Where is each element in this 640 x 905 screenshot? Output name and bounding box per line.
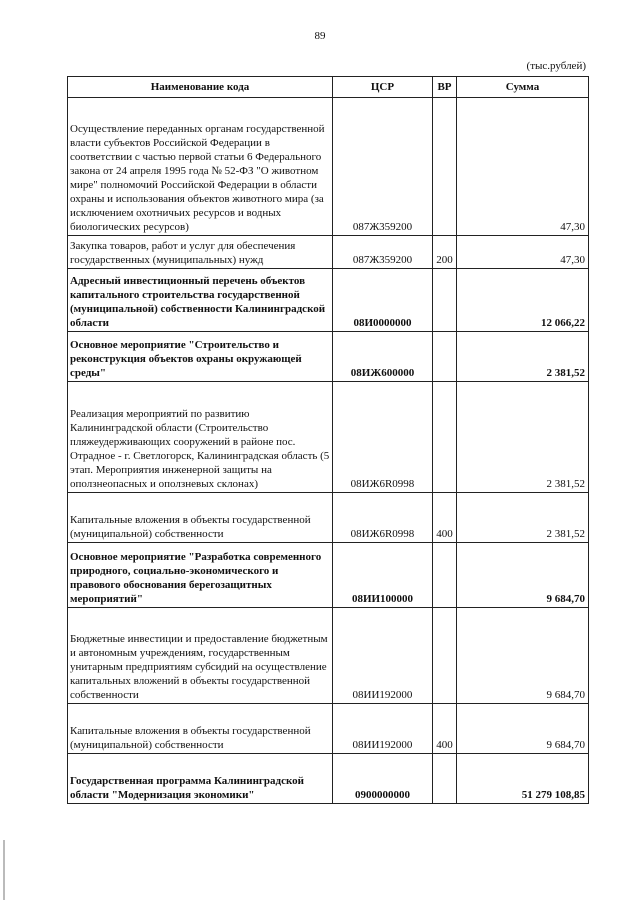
table-row (68, 543, 589, 608)
table-row (68, 236, 589, 269)
row-vr (433, 754, 457, 804)
row-vr (433, 543, 457, 608)
row-vr: 200 (433, 236, 457, 269)
table-row (68, 332, 589, 382)
unit-note: (тыс.рублей) (526, 60, 586, 72)
row-vr: 400 (433, 704, 457, 754)
row-name: Капитальные вложения в объекты государственной (муниципальной) собственности (68, 704, 333, 754)
header-sum: Сумма (457, 77, 589, 98)
row-vr (433, 382, 457, 493)
table-row (68, 382, 589, 493)
row-name: Адресный инвестиционный перечень объектов капитального строительства государственной (муниципальной) собственности Калининградской области (68, 269, 333, 332)
row-csr: 08ИИ192000 (333, 704, 433, 754)
row-name: Бюджетные инвестиции и предоставление бюджетным и автономным учреждениям, государственным унитарным предприятиям субсидий на осуществление капитальных вложений в объекты государственной собственности (68, 608, 333, 704)
row-name: Основное мероприятие "Строительство и реконструкция объектов охраны окружающей среды" (68, 332, 333, 382)
row-sum: 2 381,52 (457, 332, 589, 382)
table-row (68, 754, 589, 804)
row-sum: 9 684,70 (457, 543, 589, 608)
row-sum: 2 381,52 (457, 493, 589, 543)
row-csr: 08ИЖ600000 (333, 332, 433, 382)
header-csr: ЦСР (333, 77, 433, 98)
row-name: Основное мероприятие "Разработка современного природного, социально-экономического и правового обоснования берегозащитных мероприятий" (68, 543, 333, 608)
row-sum: 2 381,52 (457, 382, 589, 493)
page-number: 89 (314, 30, 326, 42)
row-csr: 087Ж359200 (333, 98, 433, 236)
row-sum: 9 684,70 (457, 608, 589, 704)
scan-edge-mark (3, 840, 5, 900)
row-csr: 08ИЖ6R0998 (333, 493, 433, 543)
header-vr: ВР (433, 77, 457, 98)
row-name: Осуществление переданных органам государственной власти субъектов Российской Федерации в соответствии с частью первой статьи 6 Федерального закона от 24 апреля 1995 года № 52-ФЗ "О животном мире" полномочий Российской Федерации в области охраны и использования объектов животного мира (за исключением охотничьих ресурсов и водных биологических ресурсов) (68, 98, 333, 236)
table-row (68, 98, 589, 236)
row-csr: 0900000000 (333, 754, 433, 804)
row-name: Капитальные вложения в объекты государственной (муниципальной) собственности (68, 493, 333, 543)
row-vr (433, 332, 457, 382)
row-name: Государственная программа Калининградской области "Модернизация экономики" (68, 754, 333, 804)
budget-table (67, 76, 589, 804)
row-csr: 087Ж359200 (333, 236, 433, 269)
row-csr: 08ИЖ6R0998 (333, 382, 433, 493)
row-csr: 08ИИ192000 (333, 608, 433, 704)
table-row (68, 704, 589, 754)
header-name: Наименование кода (68, 77, 333, 98)
table-row (68, 493, 589, 543)
row-sum: 9 684,70 (457, 704, 589, 754)
row-vr (433, 608, 457, 704)
row-vr (433, 269, 457, 332)
row-vr (433, 98, 457, 236)
table-row (68, 269, 589, 332)
row-name: Закупка товаров, работ и услуг для обеспечения государственных (муниципальных) нужд (68, 236, 333, 269)
row-csr: 08И0000000 (333, 269, 433, 332)
row-vr: 400 (433, 493, 457, 543)
row-name: Реализация мероприятий по развитию Калининградской области (Строительство пляжеудерживающих сооружений в районе пос. Отрадное - г. Светлогорск, Калининградская область (5 этап. Мероприятия инженерной защиты на оползнеопасных и оползневых склонах) (68, 382, 333, 493)
row-sum: 47,30 (457, 236, 589, 269)
table-row (68, 608, 589, 704)
table-header-row (68, 77, 589, 98)
row-sum: 47,30 (457, 98, 589, 236)
row-sum: 12 066,22 (457, 269, 589, 332)
row-sum: 51 279 108,85 (457, 754, 589, 804)
row-csr: 08ИИ100000 (333, 543, 433, 608)
